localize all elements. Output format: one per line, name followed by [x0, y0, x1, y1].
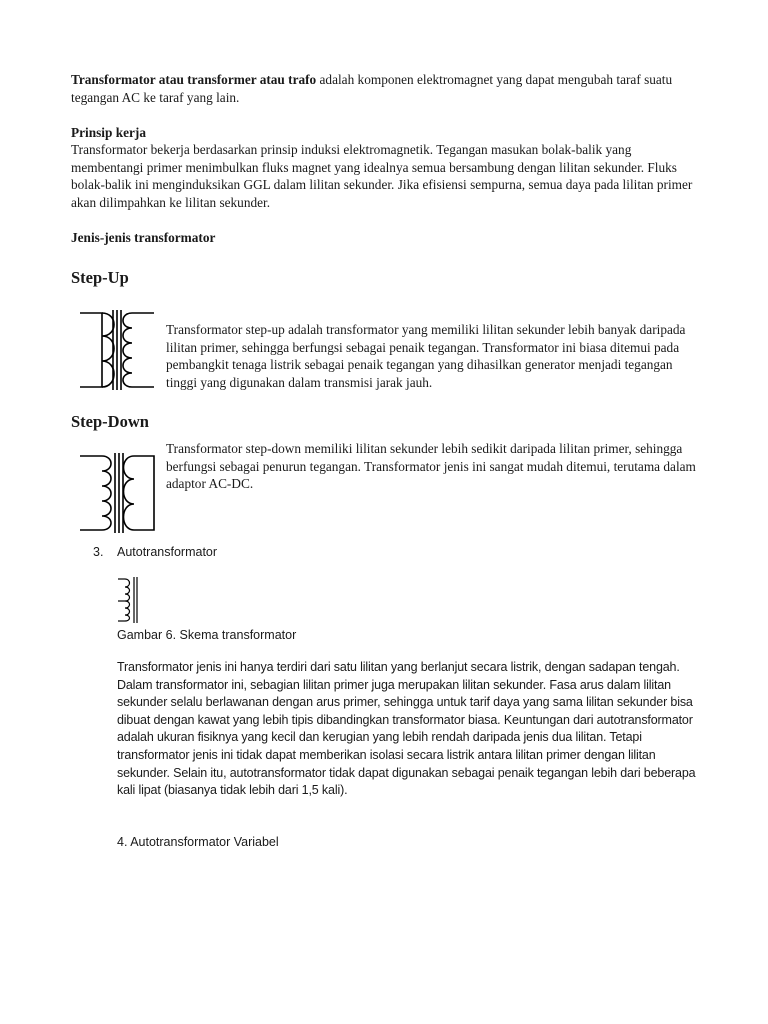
stepdown-body: Transformator step-down memiliki lilitan sekunder lebih sedikit daripada lilitan primer, sehingga berfungsi sebagai penurun tegangan. Transformator jenis ini sangat mudah ditemui, terutama dalam adaptor AC-DC.: [166, 441, 696, 491]
jenis-heading: Jenis-jenis transformator: [71, 230, 216, 245]
intro-text: adalah komponen elektromagnet yang dapat mengubah taraf suatu tegangan AC ke taraf yang lain.: [71, 72, 673, 105]
prinsip-body: Transformator bekerja berdasarkan prinsip induksi elektromagnetik. Tegangan masukan bolak-balik yang membentangi primer menimbulkan fluks magnet yang idealnya semua bersambung dengan lilitan sekunder. Fluks bolak-balik ini menginduksikan GGL dalam lilitan sekunder. Jika efisiensi sempurna, semua daya pada lilitan primer akan dilimpahkan ke lilitan sekunder.: [71, 142, 693, 210]
prinsip-heading: Prinsip kerja: [71, 125, 146, 140]
auto-body: Transformator jenis ini hanya terdiri dari satu lilitan yang berlanjut secara listrik, dengan sadapan tengah. Dalam transformator ini, sebagian lilitan primer juga merupakan lilitan sekunder. Fasa arus dalam lilitan sekunder selalu berlawanan dengan arus primer, sehingga untuk tarif daya yang sama lilitan sekunder bisa dibuat dengan kawat yang lebih tipis dibandingkan transformator biasa. Keuntungan dari autotransformator adalah ukuran fisiknya yang kecil dan kerugian yang lebih rendah daripada jenis dua lilitan. Tetapi transformator jenis ini tidak dapat memberikan isolasi secara listrik antara lilitan primer dengan lilitan sekunder. Selain itu, autotransformator tidak dapat digunakan sebagai penaik tegangan lebih dari beberapa kali lipat (biasanya tidak lebih dari 1,5 kali).: [117, 660, 696, 798]
figure-caption: Gambar 6. Skema transformator: [117, 628, 297, 642]
auto-heading: Autotransformator: [117, 545, 218, 559]
intro-paragraph: [71, 71, 711, 106]
stepdown-transformer-symbol: [80, 453, 156, 533]
stepup-body: Transformator step-up adalah transformator yang memiliki lilitan sekunder lebih banyak daripada lilitan primer, sehingga berfungsi sebagai penaik tegangan. Transformator ini biasa ditemui pada pembangkit tenaga listrik sebagai penaik tegangan yang dihasilkan generator menjadi tegangan tinggi yang digunakan dalam transmisi jarak jauh.: [166, 322, 686, 390]
stepup-heading: Step-Up: [71, 268, 129, 287]
item4-heading: 4. Autotransformator Variabel: [117, 835, 279, 849]
auto-list-number: 3.: [93, 545, 104, 559]
stepdown-heading: Step-Down: [71, 412, 149, 431]
intro-term: Transformator atau transformer atau trafo: [71, 72, 317, 87]
autotransformer-symbol: [117, 577, 141, 623]
stepup-transformer-symbol: [80, 310, 156, 390]
